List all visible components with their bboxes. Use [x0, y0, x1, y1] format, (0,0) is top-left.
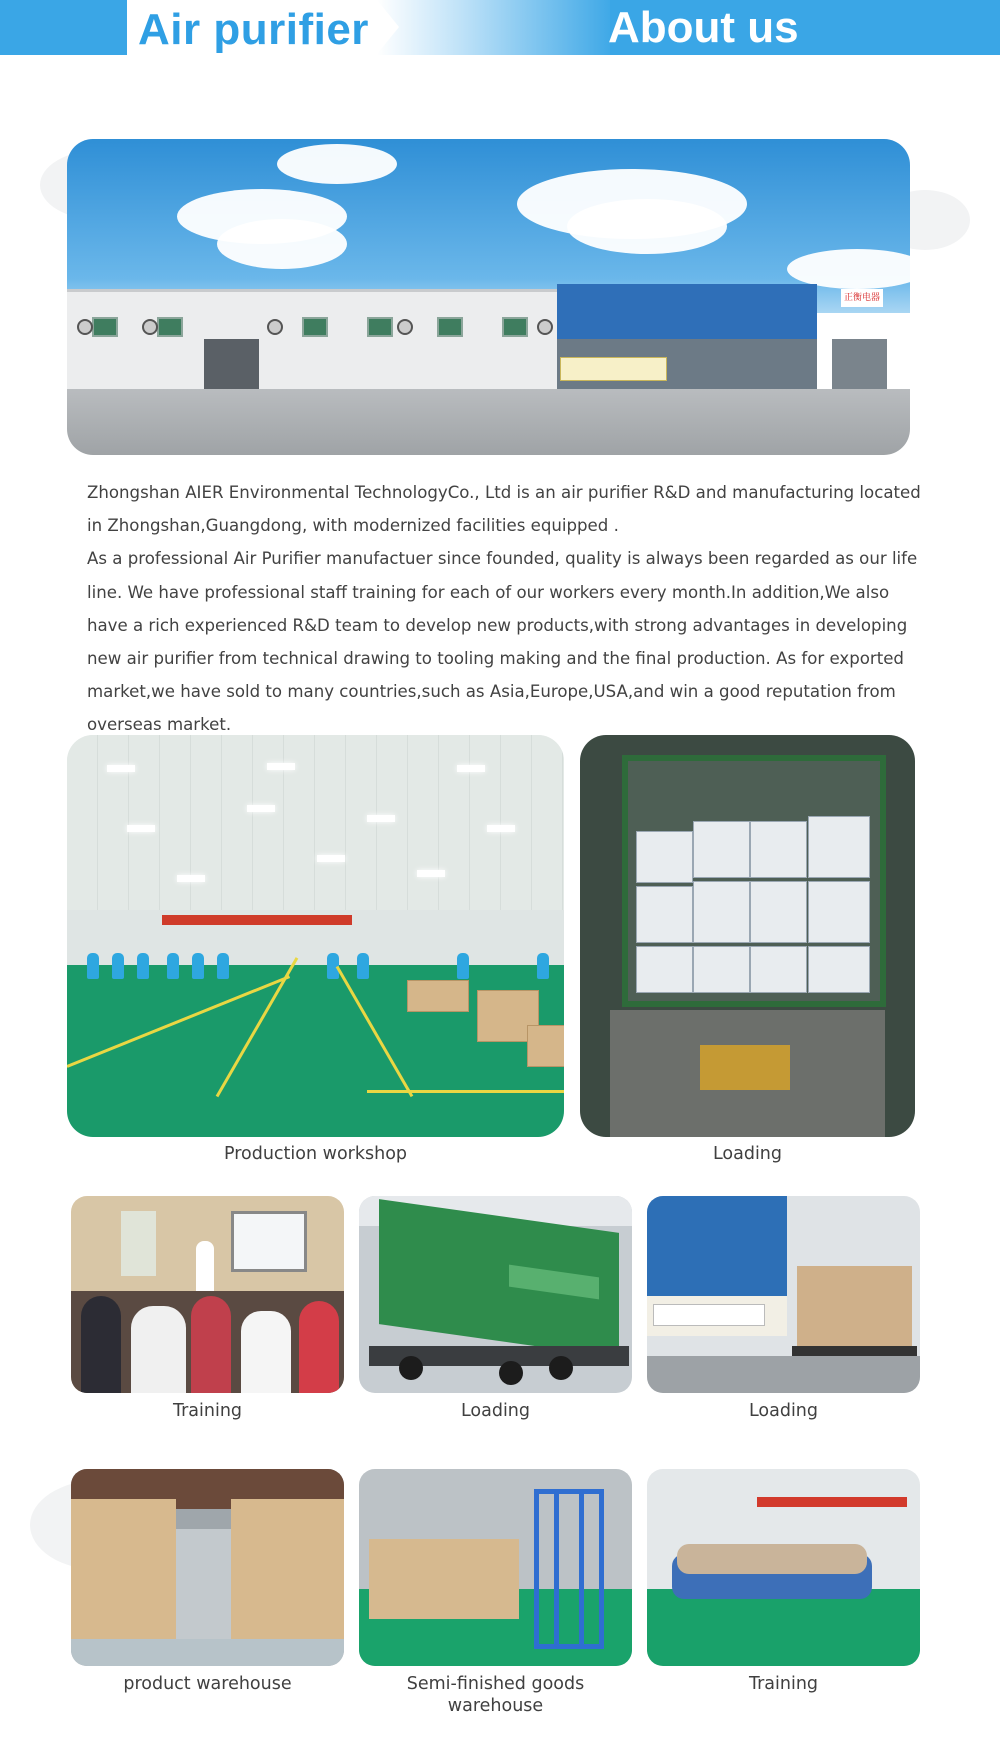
training-classroom-photo	[71, 1196, 344, 1393]
caption-training: Training	[172, 1401, 243, 1421]
factory-sign: 正衡电器	[841, 289, 883, 307]
caption-production-workshop: Production workshop	[223, 1144, 408, 1164]
caption-loading: Loading	[712, 1144, 783, 1164]
company-signboard	[560, 357, 667, 381]
caption-product-warehouse: product warehouse	[123, 1674, 292, 1694]
about-paragraph-2: As a professional Air Purifier manufactuer since founded, quality is always been regarded as our life line. We have professional staff training for each of our workers every month.In addition,We also have a rich experienced R&D team to develop new products,with strong advantages in developing new air purifier from technical drawing to tooling making and the final production. As for exported market,we have sold to many countries,such as Asia,Europe,USA,and win a good reputation from overseas market.	[87, 549, 918, 735]
caption-semi-finished-warehouse: Semi-finished goods warehouse	[406, 1674, 585, 1716]
caption-training: Training	[748, 1674, 819, 1694]
header-title-about-us: About us	[608, 3, 799, 52]
header-gradient	[377, 0, 617, 55]
header-banner	[0, 0, 1000, 55]
header-left-strip	[0, 0, 127, 55]
product-warehouse-photo	[71, 1469, 344, 1666]
about-description	[87, 476, 922, 742]
caption-loading: Loading	[460, 1401, 531, 1421]
header-arrow	[377, 0, 399, 54]
semi-finished-warehouse-photo	[359, 1469, 632, 1666]
loading-truck-photo	[359, 1196, 632, 1393]
loading-container-photo	[580, 735, 915, 1137]
production-workshop-photo	[67, 735, 564, 1137]
factory-building-photo	[67, 139, 910, 455]
about-paragraph-1: Zhongshan AIER Environmental TechnologyCo., Ltd is an air purifier R&D and manufacturing located in Zhongshan,Guangdong, with modernized facilities equipped .	[87, 483, 921, 536]
loading-yard-photo	[647, 1196, 920, 1393]
training-hall-photo	[647, 1469, 920, 1666]
caption-loading: Loading	[748, 1401, 819, 1421]
header-title-air-purifier: Air purifier	[138, 5, 369, 54]
